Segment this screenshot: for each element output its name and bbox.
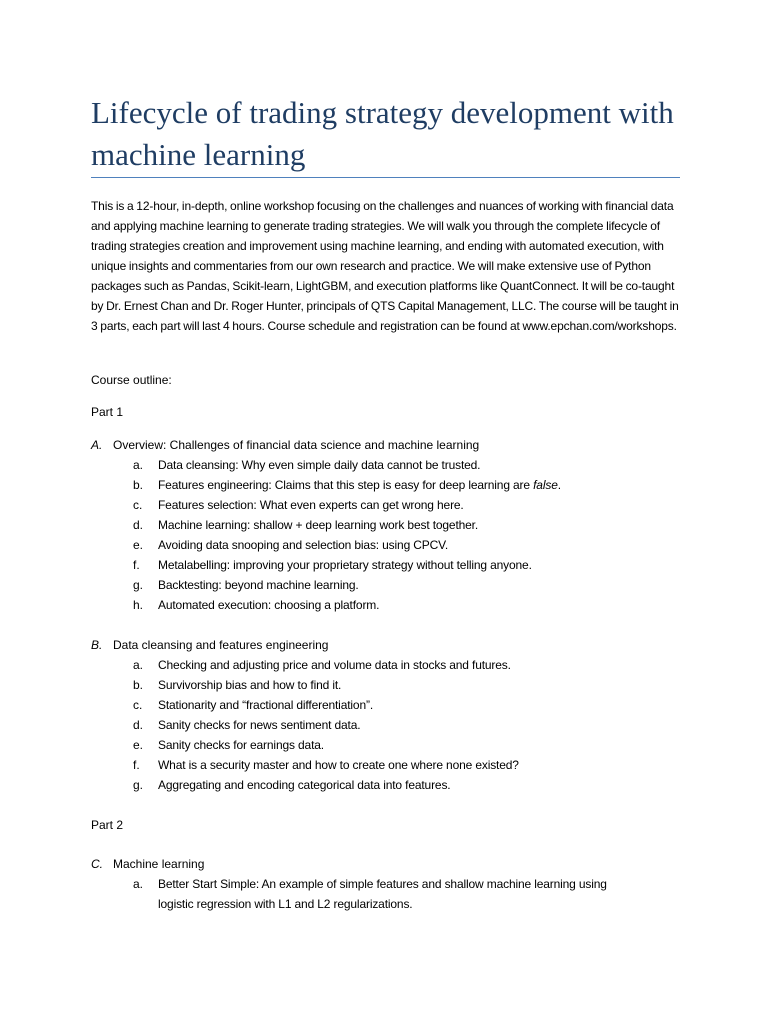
item-text-before: Features engineering: Claims that this step is easy for deep learning are xyxy=(158,478,534,492)
list-item xyxy=(91,495,681,515)
list-item xyxy=(91,775,681,795)
item-letter: c. xyxy=(133,698,143,712)
list-item xyxy=(91,475,681,495)
item-text: Sanity checks for earnings data. xyxy=(158,738,324,752)
list-item xyxy=(91,655,681,675)
section-b xyxy=(91,635,681,795)
item-text: Survivorship bias and how to find it. xyxy=(158,678,342,692)
section-a-list xyxy=(91,455,681,615)
section-title-text: Machine learning xyxy=(113,857,205,871)
item-letter: h. xyxy=(133,598,144,612)
list-item xyxy=(91,575,681,595)
section-letter: B. xyxy=(91,638,103,652)
section-title-text: Data cleansing and features engineering xyxy=(113,638,329,652)
item-letter: d. xyxy=(133,718,144,732)
section-c xyxy=(91,854,681,914)
item-letter: b. xyxy=(133,678,144,692)
item-text: Aggregating and encoding categorical data into features. xyxy=(158,778,451,792)
section-c-title xyxy=(91,854,681,874)
list-item xyxy=(91,735,681,755)
item-letter: e. xyxy=(133,538,144,552)
item-text: Better Start Simple: An example of simple features and shallow machine learning using logistic regression with L1 and L2 regularizations. xyxy=(158,877,607,911)
item-letter: g. xyxy=(133,578,144,592)
title-divider xyxy=(91,177,680,178)
item-letter: g. xyxy=(133,778,144,792)
list-item xyxy=(91,455,681,475)
list-item xyxy=(91,675,681,695)
item-letter: a. xyxy=(133,877,144,891)
part-2-heading: Part 2 xyxy=(91,818,124,832)
section-letter: A. xyxy=(91,438,103,452)
item-text: Backtesting: beyond machine learning. xyxy=(158,578,359,592)
section-title-text: Overview: Challenges of financial data science and machine learning xyxy=(113,438,480,452)
list-item xyxy=(91,515,681,535)
list-item xyxy=(91,755,681,775)
item-letter: d. xyxy=(133,518,144,532)
item-text: Checking and adjusting price and volume data in stocks and futures. xyxy=(158,658,511,672)
item-text-after: . xyxy=(557,478,561,492)
list-item xyxy=(91,695,681,715)
list-item xyxy=(91,715,681,735)
item-letter: e. xyxy=(133,738,144,752)
list-item xyxy=(91,595,681,615)
item-text: Data cleansing: Why even simple daily data cannot be trusted. xyxy=(158,458,481,472)
intro-paragraph: This is a 12-hour, in-depth, online workshop focusing on the challenges and nuances of working with financial data and applying machine learning to generate trading strategies. We will walk you through the complete lifecycle of trading strategies creation and improvement using machine learning, and ending with automated execution, with unique insights and commentaries from our own research and practice. We will make extensive use of Python packages such as Pandas, Scikit-learn, LightGBM, and execution platforms like QuantConnect. It will be co-taught by Dr. Ernest Chan and Dr. Roger Hunter, principals of QTS Capital Management, LLC. The course will be taught in 3 parts, each part will last 4 hours. Course schedule and registration can be found at www.epchan.com/workshops. xyxy=(91,199,679,333)
item-letter: f. xyxy=(133,558,140,572)
section-c-list xyxy=(91,874,681,914)
document-title: Lifecycle of trading strategy development with machine learning xyxy=(91,95,674,172)
item-letter: f. xyxy=(133,758,140,772)
item-text: Metalabelling: improving your proprietary strategy without telling anyone. xyxy=(158,558,532,572)
list-item xyxy=(91,535,681,555)
item-letter: b. xyxy=(133,478,144,492)
item-letter: a. xyxy=(133,658,144,672)
section-b-title xyxy=(91,635,681,655)
item-letter: a. xyxy=(133,458,144,472)
item-text xyxy=(158,475,681,495)
item-text: Automated execution: choosing a platform. xyxy=(158,598,380,612)
section-letter: C. xyxy=(91,857,103,871)
item-text-emphasis: false xyxy=(533,478,558,492)
item-text: Avoiding data snooping and selection bias: using CPCV. xyxy=(158,538,449,552)
section-a-title xyxy=(91,435,681,455)
course-outline-heading: Course outline: xyxy=(91,373,172,387)
list-item xyxy=(91,874,681,914)
part-1-heading: Part 1 xyxy=(91,405,124,419)
item-text: Features selection: What even experts can get wrong here. xyxy=(158,498,464,512)
section-b-list xyxy=(91,655,681,795)
list-item xyxy=(91,555,681,575)
section-a xyxy=(91,435,681,615)
item-text: Sanity checks for news sentiment data. xyxy=(158,718,361,732)
item-text: Machine learning: shallow + deep learning work best together. xyxy=(158,518,479,532)
item-text: Stationarity and “fractional differentiation”. xyxy=(158,698,374,712)
item-letter: c. xyxy=(133,498,143,512)
item-text: What is a security master and how to create one where none existed? xyxy=(158,758,519,772)
